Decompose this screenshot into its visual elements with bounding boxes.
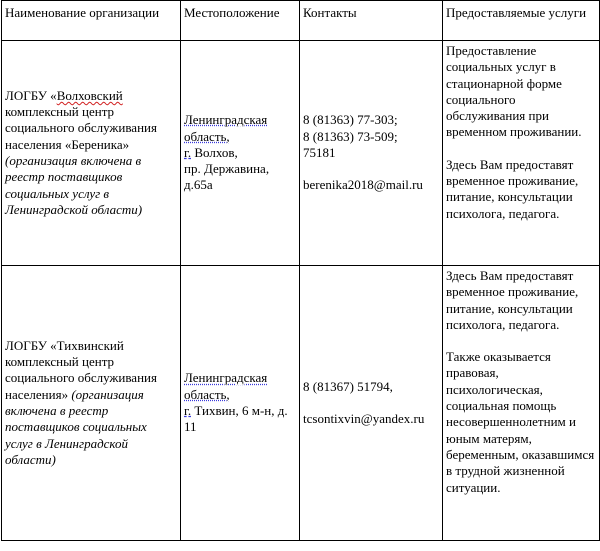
location-cell <box>181 266 300 541</box>
organizations-table <box>1 0 600 541</box>
header-location: Местоположение <box>181 1 300 41</box>
org-name-rest: комплексный центр социального обслуживания населения «Береника» <box>5 104 157 152</box>
email-text: tcsontixvin@yandex.ru <box>303 411 425 426</box>
services-cell <box>443 41 600 266</box>
header-services: Предоставляемые услуги <box>443 1 600 41</box>
table-header-row <box>2 1 600 41</box>
services-cell <box>443 266 600 541</box>
org-name-cell <box>2 266 181 541</box>
header-name: Наименование организации <box>2 1 181 41</box>
org-name-prefix: ЛОГБУ « <box>5 87 57 103</box>
services-paragraph: Здесь Вам предоставят временное проживание, питание, консультации психолога, педагога. <box>446 268 579 332</box>
phone-line: 8 (81363) 77-303; <box>303 112 398 128</box>
org-name-rest: комплексный центр социального обслуживания населения» <box>5 354 157 402</box>
location-region: Ленинградская область, <box>184 370 268 402</box>
org-name-note: (организация включена в реестр поставщиков социальных услуг в Ленинградской области) <box>5 386 147 467</box>
location-city: Волхов, <box>191 144 238 160</box>
location-street: пр. Державина, д.65а <box>184 161 270 193</box>
phone-line: 8 (81363) 73-509; <box>303 128 398 144</box>
location-city: Тихвин, 6 м-н, д. 11 <box>184 403 288 435</box>
location-city-prefix: г. <box>184 144 192 160</box>
email-text: berenika2018@mail.ru <box>303 177 423 193</box>
table-row <box>2 41 600 266</box>
table-row <box>2 266 600 541</box>
location-region: Ленинградская область, <box>184 112 268 144</box>
services-paragraph: Здесь Вам предоставят временное проживание, питание, консультации психолога, педагога. <box>446 156 579 221</box>
phone-line: 75181 <box>303 145 336 160</box>
org-name-cell <box>2 41 181 266</box>
header-contacts: Контакты <box>300 1 443 41</box>
org-name-note: (организация включена в реестр поставщиков социальных услуг в Ленинградской области) <box>5 153 143 217</box>
org-name-prefix: ЛОГБУ «Тихвинский <box>5 337 124 353</box>
phone-line: 8 (81367) 51794, <box>303 378 393 394</box>
services-paragraph: Предоставление социальных услуг в стационарной форме социального обслуживания при временном проживании. <box>446 43 582 140</box>
contacts-cell <box>300 266 443 541</box>
services-paragraph: Также оказывается правовая, психологическая, социальная помощь несовершеннолетним и юным матерям, беременным, оказавшимся в трудной жизненной ситуации. <box>446 349 595 495</box>
contacts-cell <box>300 41 443 266</box>
org-name-marked: Волховский <box>56 87 123 103</box>
location-cell <box>181 41 300 266</box>
location-city-prefix: г. <box>184 403 192 418</box>
